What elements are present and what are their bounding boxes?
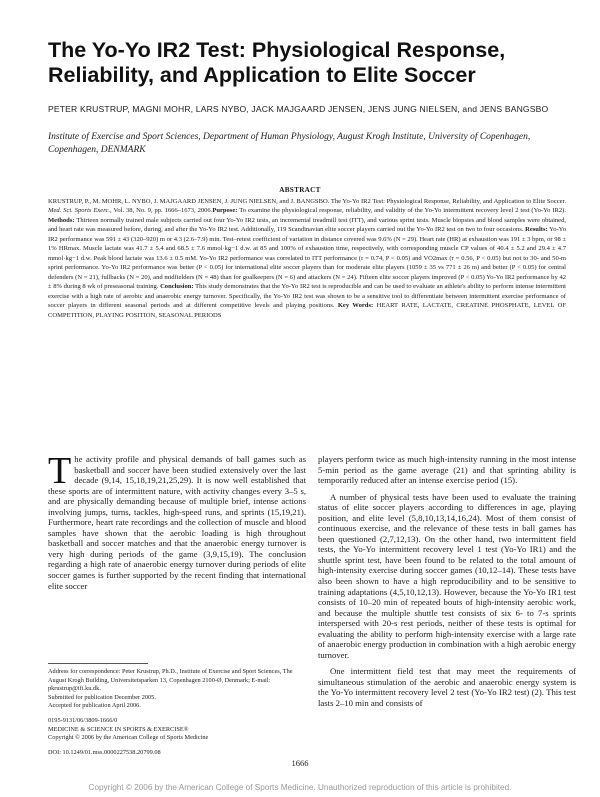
keywords-label: Key Words: (337, 302, 374, 310)
paragraph-continued: players perform twice as much high-intensity running in the most intense 5-min period as the game average (21) and that sprinting ability is temporarily reduced after an intense exercise period (15). (318, 454, 576, 486)
results-text: Yo-Yo IR2 performance was 591 ± 43 (320–920) m or 4.3 (2.6–7.9) min. Test–retest coefficient of variation in distance covered was 9.6% (N = 29). Heart rate (HR) at exhaustion was 191 ± 3 bpm, or 98 ± 1% HRmax. Muscle lactate was 41.7 ± 5.4 and 68.5 ± 7.6 mmol·kg−1 d.w. at 85 and 100% of exhaustion time, respectively, with corresponding muscle CP values of 40.4 ± 5.2 and 29.4 ± 4.7 mmol·kg−1 d.w. Peak blood lactate was 13.6 ± 0.5 mM. Yo-Yo IR2 performance was correlated to ITT performance (r = 0.74, P < 0.05) and VO2max (r = 0.56, P < 0.05) but not to 30- and 50-m sprint performance. Yo-Yo IR2 performance was better (P < 0.05) for international elite soccer players than for moderate elite players (1059 ± 35 vs 771 ± 26 m) and better (P < 0.05) for central defenders (N = 21), fullbacks (N = 20), and midfielders (N = 48) than for goalkeepers (N = 6) and attackers (N = 24). Fifteen elite soccer players improved (P < 0.05) Yo-Yo IR2 performance by 42 ± 8% during 8 wk of preseasonal training. (48, 226, 567, 291)
article-code: 0195-9131/06/3809-1666/0 (48, 716, 118, 724)
paragraph-physical-tests: A number of physical tests have been used to evaluate the training status of elite soccer players according to differences in age, playing position, and elite level (5,8,10,13,14,16,24). Most of them consist of continuous exercise, and the relevance of these tests in ball games has been questioned (2,7,12,13). On the other hand, two intermittent field tests, the Yo-Yo intermittent recovery level 1 test (Yo-Yo IR1) and the shuttle sprint test, have been found to be related to the total amount of high-intensity exercise during soccer games (10,12–14). These tests have also been shown to have a high reproducibility and to be sensitive to training adaptations (4,5,10,12,13). However, because the Yo-Yo IR1 test consists of 10–20 min of repeated bouts of high-intensity aerobic work, and because the multiple shuttle test consists of six 6- to 7-s sprints interspersed with 20-s rest periods, neither of these tests is optimal for evaluating the ability to perform high-intensity exercise with a large rate of anaerobic energy production in combination with a high aerobic energy turnover. (318, 491, 576, 660)
copyright-notice: Copyright © 2006 by the American College of Sports Medicine. Unauthorized reproduction of this article is prohibited. (88, 783, 512, 792)
article-title: The Yo-Yo IR2 Test: Physiological Response, Reliability, and Application to Elite Soccer (48, 38, 506, 87)
correspondence-address: Address for correspondence: Peter Krustrup, Ph.D., Institute of Exercise and Sport Sciences, The August Krogh Building, Universitetsparken 13, Copenhagen 2100-Ø, Denmark; E-mail: pkrustrup@ifi.ku.dk. (48, 668, 293, 693)
accepted-date: Accepted for publication April 2006. (48, 702, 141, 710)
doi: DOI: 10.1249/01.mss.0000227538.20799.08 (48, 748, 161, 756)
conclusion-label: Conclusion: (160, 283, 194, 291)
purpose-label: Purpose: (212, 207, 238, 215)
abstract-body (48, 197, 566, 320)
citation-journal: Med. Sci. Sports Exerc. (48, 207, 111, 215)
paragraph-yoyo-ir2: One intermittent field test that may meet the requirements of simultaneous stimulation of the aerobic and anaerobic energy system is the Yo-Yo intermittent recovery level 2 test (Yo-Yo IR2 test) (2). This test lasts 2–10 min and consists of (318, 666, 576, 709)
submitted-date: Submitted for publication December 2005. (48, 693, 156, 701)
journal-copyright: Copyright © 2006 by the American College of Sports Medicine (48, 734, 209, 742)
keywords-text: HEART RATE, LACTATE, CREATINE PHOSPHATE, LEVEL OF COMPETITION, PLAYING POSITION, SEASONAL PERIODS (48, 302, 566, 319)
affiliation: Institute of Exercise and Sport Sciences, Department of Human Physiology, August Krogh Institute, University of Copenhagen, Copenhagen, DENMARK (48, 132, 531, 155)
citation-tail: , Vol. 38, No. 9, pp. 1666–1673, 2006. (110, 207, 213, 215)
citation-authors: KRUSTRUP, P., M. MOHR, L. NYBO, J. MAJGAARD JENSEN, J. JUNG NIELSEN, and J. BANGSBO. The Yo-Yo IR2 Test: Physiological Response, Reliability, and Application to Elite Soccer. (48, 198, 566, 205)
body-column-right (318, 454, 576, 709)
body-column-left (48, 450, 306, 591)
results-label: Results: (525, 226, 548, 234)
author-list: PETER KRUSTRUP, MAGNI MOHR, LARS NYBO, JACK MAJGAARD JENSEN, JENS JUNG NIELSEN, and JENS BANGSBO (48, 104, 549, 114)
conclusion-text: This study demonstrates that the Yo-Yo IR2 test is reproducible and can be used to evaluate an athlete's ability to perform intense intermittent exercise with a high rate of aerobic and anaerobic energy turnover. Specifically, the Yo-Yo IR2 test was shown to be a sensitive tool to differentiate between intermittent exercise performance of soccer players in different seasonal periods and at different competitive levels and playing positions. (48, 283, 567, 310)
methods-label: Methods: (48, 216, 75, 224)
footnote-block (48, 668, 306, 757)
intro-paragraph (48, 450, 306, 591)
methods-text: Thirteen normally trained male subjects carried out four Yo-Yo IR2 tests, an incremental treadmill test (ITT), and various sprint tests. Muscle biopsies and blood samples were obtained, and heart rate was measured before, during, and after the Yo-Yo IR2 test. Additionally, 119 Scandinavian elite soccer players carried out the Yo-Yo IR2 test on two to four occasions. (48, 216, 566, 234)
journal-name: MEDICINE & SCIENCE IN SPORTS & EXERCISE® (48, 725, 189, 733)
footnote-divider (48, 663, 148, 664)
purpose-text: To examine the physiological response, reliability, and validity of the Yo-Yo intermittent recovery level 2 test (Yo-Yo IR2). (237, 207, 566, 215)
page-number: 1666 (291, 758, 309, 768)
abstract-heading: ABSTRACT (279, 186, 321, 194)
drop-cap: T (48, 450, 72, 492)
intro-text: he activity profile and physical demands of ball games such as basketball and soccer have been studied extensively over the last decade (9,14, 15,18,19,21,25,29). It is now well established that these sports are of intermittent nature, with activity changes every 3–5 s, and are physically demanding because of multiple brief, intense actions involving jumps, turns, tackles, high-speed runs, and sprints (15,19,21). Furthermore, heart rate recordings and the collection of muscle and blood samples have shown that the aerobic loading is high throughout basketball and soccer matches and that the anaerobic energy turnover is very high during periods of the game (3,9,15,19). The conclusion regarding a high rate of anaerobic energy turnover during periods of elite soccer games is further supported by the recent finding that international elite soccer (48, 454, 306, 591)
